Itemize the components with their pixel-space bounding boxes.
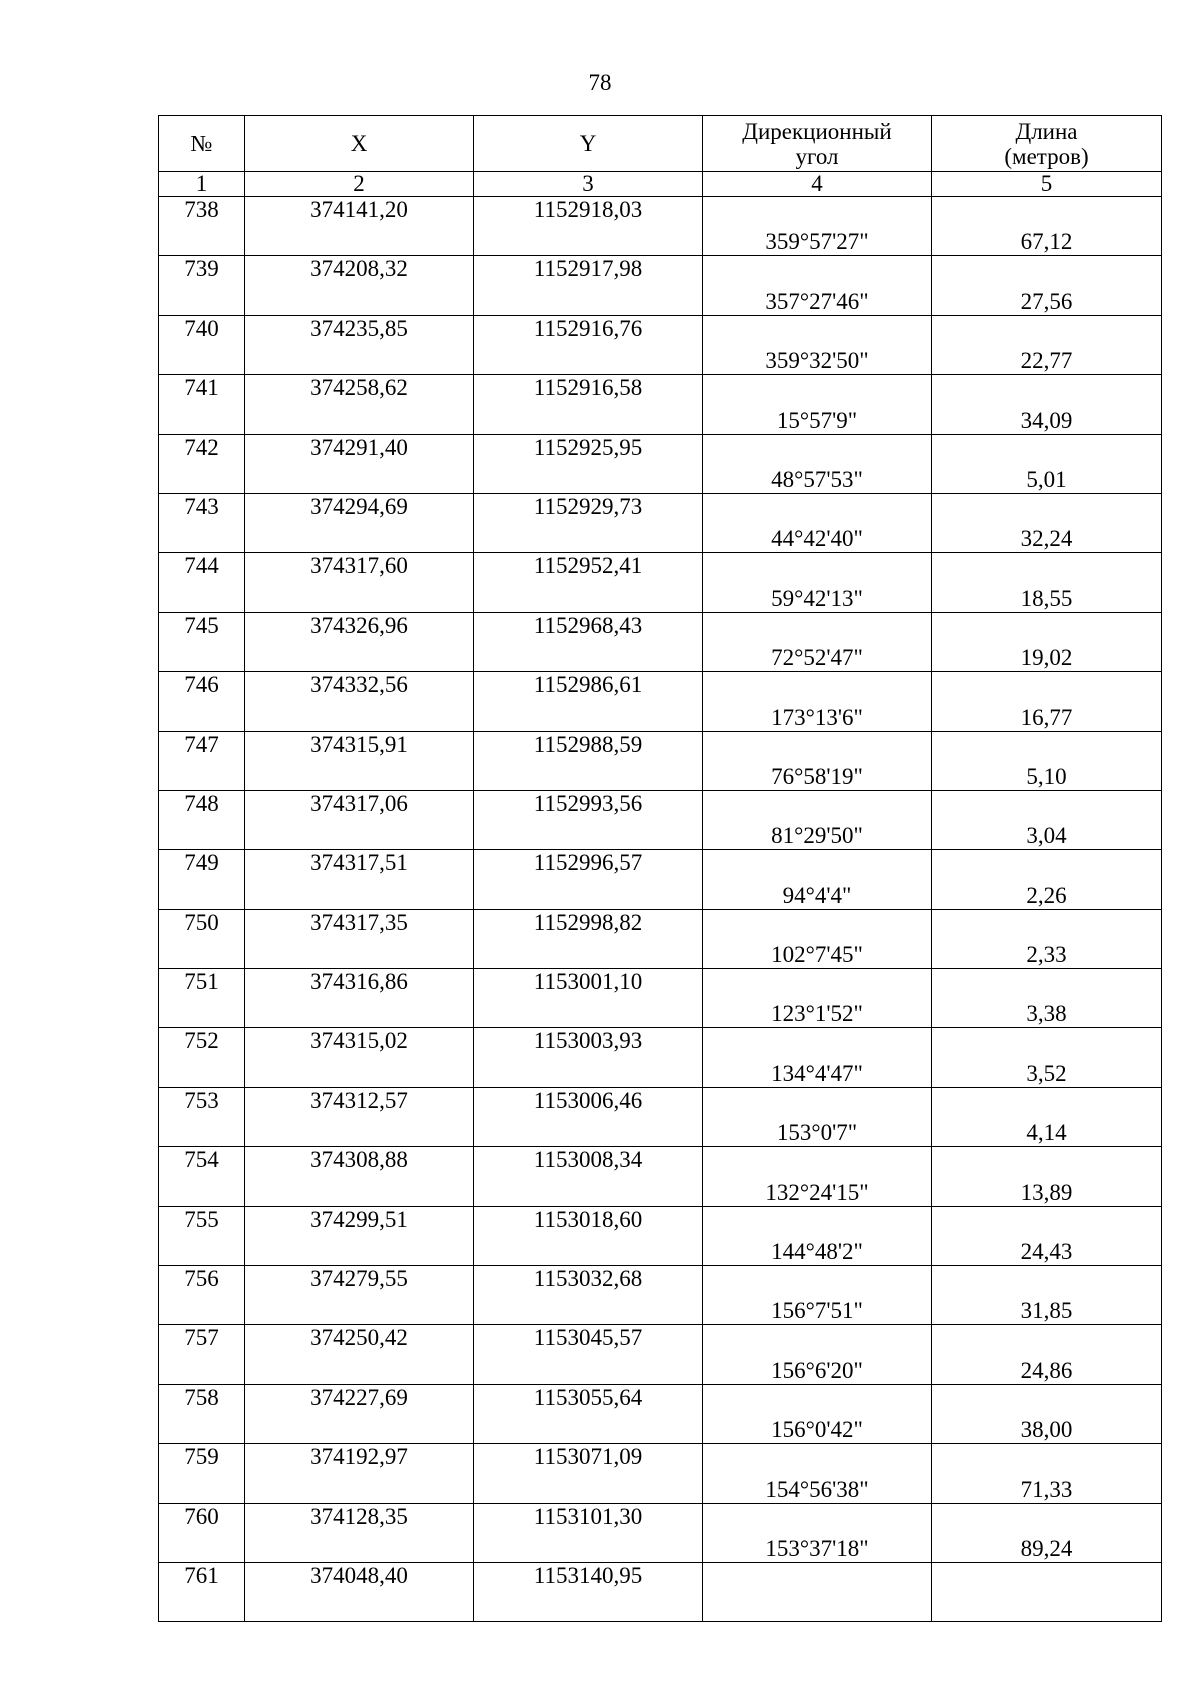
direction-angle-cell: 173°13'6" <box>703 672 932 731</box>
x-coordinate-cell: 374258,62 <box>245 375 474 434</box>
direction-angle-cell: 156°7'51" <box>703 1266 932 1325</box>
segment-length-cell: 71,33 <box>932 1444 1162 1503</box>
segment-length-cell: 34,09 <box>932 375 1162 434</box>
table-row <box>159 197 1162 256</box>
y-coordinate-cell: 1152916,76 <box>474 315 703 374</box>
direction-angle-cell: 134°4'47" <box>703 1028 932 1087</box>
table-row <box>159 1325 1162 1384</box>
table-row <box>159 1444 1162 1503</box>
point-number-cell: 751 <box>159 969 245 1028</box>
y-coordinate-cell: 1153032,68 <box>474 1266 703 1325</box>
table-body <box>159 197 1162 1622</box>
x-coordinate-cell: 374192,97 <box>245 1444 474 1503</box>
point-number-cell: 754 <box>159 1147 245 1206</box>
direction-angle-cell: 15°57'9" <box>703 375 932 434</box>
segment-length-cell: 31,85 <box>932 1266 1162 1325</box>
segment-length-cell: 27,56 <box>932 256 1162 315</box>
table-row <box>159 909 1162 968</box>
y-coordinate-cell: 1152952,41 <box>474 553 703 612</box>
x-coordinate-cell: 374141,20 <box>245 197 474 256</box>
direction-angle-cell: 102°7'45" <box>703 909 932 968</box>
table-row <box>159 1028 1162 1087</box>
segment-length-cell: 4,14 <box>932 1087 1162 1146</box>
segment-length-cell: 5,10 <box>932 731 1162 790</box>
table-row <box>159 790 1162 849</box>
direction-angle-cell: 76°58'19" <box>703 731 932 790</box>
segment-length-cell: 22,77 <box>932 315 1162 374</box>
direction-angle-cell: 156°0'42" <box>703 1384 932 1443</box>
segment-length-cell: 19,02 <box>932 612 1162 671</box>
coordinates-table <box>158 115 1162 1622</box>
point-number-cell: 742 <box>159 434 245 493</box>
y-coordinate-cell: 1153140,95 <box>474 1562 703 1621</box>
header-length <box>932 116 1162 172</box>
direction-angle-cell: 359°57'27" <box>703 197 932 256</box>
point-number-cell: 743 <box>159 493 245 552</box>
column-number: 1 <box>159 172 245 197</box>
direction-angle-cell: 359°32'50" <box>703 315 932 374</box>
segment-length-cell: 2,26 <box>932 850 1162 909</box>
direction-angle-cell: 154°56'38" <box>703 1444 932 1503</box>
y-coordinate-cell: 1153006,46 <box>474 1087 703 1146</box>
x-coordinate-cell: 374299,51 <box>245 1206 474 1265</box>
segment-length-cell: 24,43 <box>932 1206 1162 1265</box>
x-coordinate-cell: 374326,96 <box>245 612 474 671</box>
header-angle <box>703 116 932 172</box>
segment-length-cell: 89,24 <box>932 1503 1162 1562</box>
table-row <box>159 969 1162 1028</box>
point-number-cell: 739 <box>159 256 245 315</box>
table-row <box>159 1503 1162 1562</box>
point-number-cell: 755 <box>159 1206 245 1265</box>
x-coordinate-cell: 374316,86 <box>245 969 474 1028</box>
point-number-cell: 760 <box>159 1503 245 1562</box>
direction-angle-cell: 44°42'40" <box>703 493 932 552</box>
y-coordinate-cell: 1152996,57 <box>474 850 703 909</box>
segment-length-cell: 32,24 <box>932 493 1162 552</box>
segment-length-cell: 24,86 <box>932 1325 1162 1384</box>
table-row <box>159 1206 1162 1265</box>
table-row <box>159 434 1162 493</box>
point-number-cell: 753 <box>159 1087 245 1146</box>
segment-length-cell: 5,01 <box>932 434 1162 493</box>
direction-angle-cell: 81°29'50" <box>703 790 932 849</box>
y-coordinate-cell: 1153018,60 <box>474 1206 703 1265</box>
segment-length-cell: 2,33 <box>932 909 1162 968</box>
x-coordinate-cell: 374315,91 <box>245 731 474 790</box>
y-coordinate-cell: 1153003,93 <box>474 1028 703 1087</box>
y-coordinate-cell: 1152918,03 <box>474 197 703 256</box>
column-number: 4 <box>703 172 932 197</box>
segment-length-cell: 38,00 <box>932 1384 1162 1443</box>
table-row <box>159 1384 1162 1443</box>
x-coordinate-cell: 374317,60 <box>245 553 474 612</box>
x-coordinate-cell: 374312,57 <box>245 1087 474 1146</box>
page-number: 78 <box>588 70 612 95</box>
y-coordinate-cell: 1152925,95 <box>474 434 703 493</box>
direction-angle-cell: 59°42'13" <box>703 553 932 612</box>
y-coordinate-cell: 1152988,59 <box>474 731 703 790</box>
x-coordinate-cell: 374250,42 <box>245 1325 474 1384</box>
header-length-line1: Длина <box>1015 118 1078 144</box>
direction-angle-cell: 123°1'52" <box>703 969 932 1028</box>
table-row <box>159 493 1162 552</box>
x-coordinate-cell: 374317,06 <box>245 790 474 849</box>
table-row <box>159 315 1162 374</box>
direction-angle-cell: 144°48'2" <box>703 1206 932 1265</box>
y-coordinate-cell: 1153045,57 <box>474 1325 703 1384</box>
point-number-cell: 756 <box>159 1266 245 1325</box>
x-coordinate-cell: 374048,40 <box>245 1562 474 1621</box>
column-number: 5 <box>932 172 1162 197</box>
point-number-cell: 759 <box>159 1444 245 1503</box>
direction-angle-cell: 48°57'53" <box>703 434 932 493</box>
point-number-cell: 750 <box>159 909 245 968</box>
table-row <box>159 1562 1162 1621</box>
header-length-line2: (метров) <box>1004 143 1089 169</box>
header-angle-line2: угол <box>795 143 839 169</box>
y-coordinate-cell: 1152993,56 <box>474 790 703 849</box>
point-number-cell: 757 <box>159 1325 245 1384</box>
y-coordinate-cell: 1153055,64 <box>474 1384 703 1443</box>
table-row <box>159 375 1162 434</box>
table-header-row <box>159 116 1162 172</box>
segment-length-cell: 13,89 <box>932 1147 1162 1206</box>
point-number-cell: 746 <box>159 672 245 731</box>
table-row <box>159 553 1162 612</box>
direction-angle-cell: 72°52'47" <box>703 612 932 671</box>
header-angle-line1: Дирекционный <box>742 118 892 144</box>
y-coordinate-cell: 1152998,82 <box>474 909 703 968</box>
column-number: 3 <box>474 172 703 197</box>
table-row <box>159 850 1162 909</box>
x-coordinate-cell: 374128,35 <box>245 1503 474 1562</box>
table-row <box>159 612 1162 671</box>
x-coordinate-cell: 374208,32 <box>245 256 474 315</box>
table-row <box>159 1266 1162 1325</box>
segment-length-cell: 18,55 <box>932 553 1162 612</box>
direction-angle-cell: 357°27'46" <box>703 256 932 315</box>
column-number-row <box>159 172 1162 197</box>
y-coordinate-cell: 1153008,34 <box>474 1147 703 1206</box>
segment-length-cell: 3,38 <box>932 969 1162 1028</box>
point-number-cell: 740 <box>159 315 245 374</box>
table-row <box>159 1147 1162 1206</box>
segment-length-cell: 67,12 <box>932 197 1162 256</box>
direction-angle-cell: 153°37'18" <box>703 1503 932 1562</box>
segment-length-cell: 3,04 <box>932 790 1162 849</box>
header-y: Y <box>474 116 703 172</box>
x-coordinate-cell: 374235,85 <box>245 315 474 374</box>
x-coordinate-cell: 374315,02 <box>245 1028 474 1087</box>
point-number-cell: 745 <box>159 612 245 671</box>
point-number-cell: 758 <box>159 1384 245 1443</box>
y-coordinate-cell: 1152917,98 <box>474 256 703 315</box>
x-coordinate-cell: 374317,35 <box>245 909 474 968</box>
table-row <box>159 1087 1162 1146</box>
x-coordinate-cell: 374294,69 <box>245 493 474 552</box>
x-coordinate-cell: 374317,51 <box>245 850 474 909</box>
column-number: 2 <box>245 172 474 197</box>
x-coordinate-cell: 374308,88 <box>245 1147 474 1206</box>
direction-angle-cell: 94°4'4" <box>703 850 932 909</box>
x-coordinate-cell: 374332,56 <box>245 672 474 731</box>
direction-angle-cell: 153°0'7" <box>703 1087 932 1146</box>
segment-length-cell <box>932 1562 1162 1621</box>
direction-angle-cell <box>703 1562 932 1621</box>
y-coordinate-cell: 1152968,43 <box>474 612 703 671</box>
x-coordinate-cell: 374227,69 <box>245 1384 474 1443</box>
x-coordinate-cell: 374291,40 <box>245 434 474 493</box>
point-number-cell: 744 <box>159 553 245 612</box>
x-coordinate-cell: 374279,55 <box>245 1266 474 1325</box>
point-number-cell: 761 <box>159 1562 245 1621</box>
table-row <box>159 731 1162 790</box>
point-number-cell: 747 <box>159 731 245 790</box>
point-number-cell: 749 <box>159 850 245 909</box>
y-coordinate-cell: 1153101,30 <box>474 1503 703 1562</box>
point-number-cell: 741 <box>159 375 245 434</box>
direction-angle-cell: 156°6'20" <box>703 1325 932 1384</box>
y-coordinate-cell: 1152986,61 <box>474 672 703 731</box>
point-number-cell: 738 <box>159 197 245 256</box>
segment-length-cell: 16,77 <box>932 672 1162 731</box>
table-row <box>159 672 1162 731</box>
header-num: № <box>159 116 245 172</box>
y-coordinate-cell: 1152929,73 <box>474 493 703 552</box>
point-number-cell: 748 <box>159 790 245 849</box>
direction-angle-cell: 132°24'15" <box>703 1147 932 1206</box>
y-coordinate-cell: 1153001,10 <box>474 969 703 1028</box>
segment-length-cell: 3,52 <box>932 1028 1162 1087</box>
y-coordinate-cell: 1152916,58 <box>474 375 703 434</box>
header-x: X <box>245 116 474 172</box>
point-number-cell: 752 <box>159 1028 245 1087</box>
table-row <box>159 256 1162 315</box>
y-coordinate-cell: 1153071,09 <box>474 1444 703 1503</box>
